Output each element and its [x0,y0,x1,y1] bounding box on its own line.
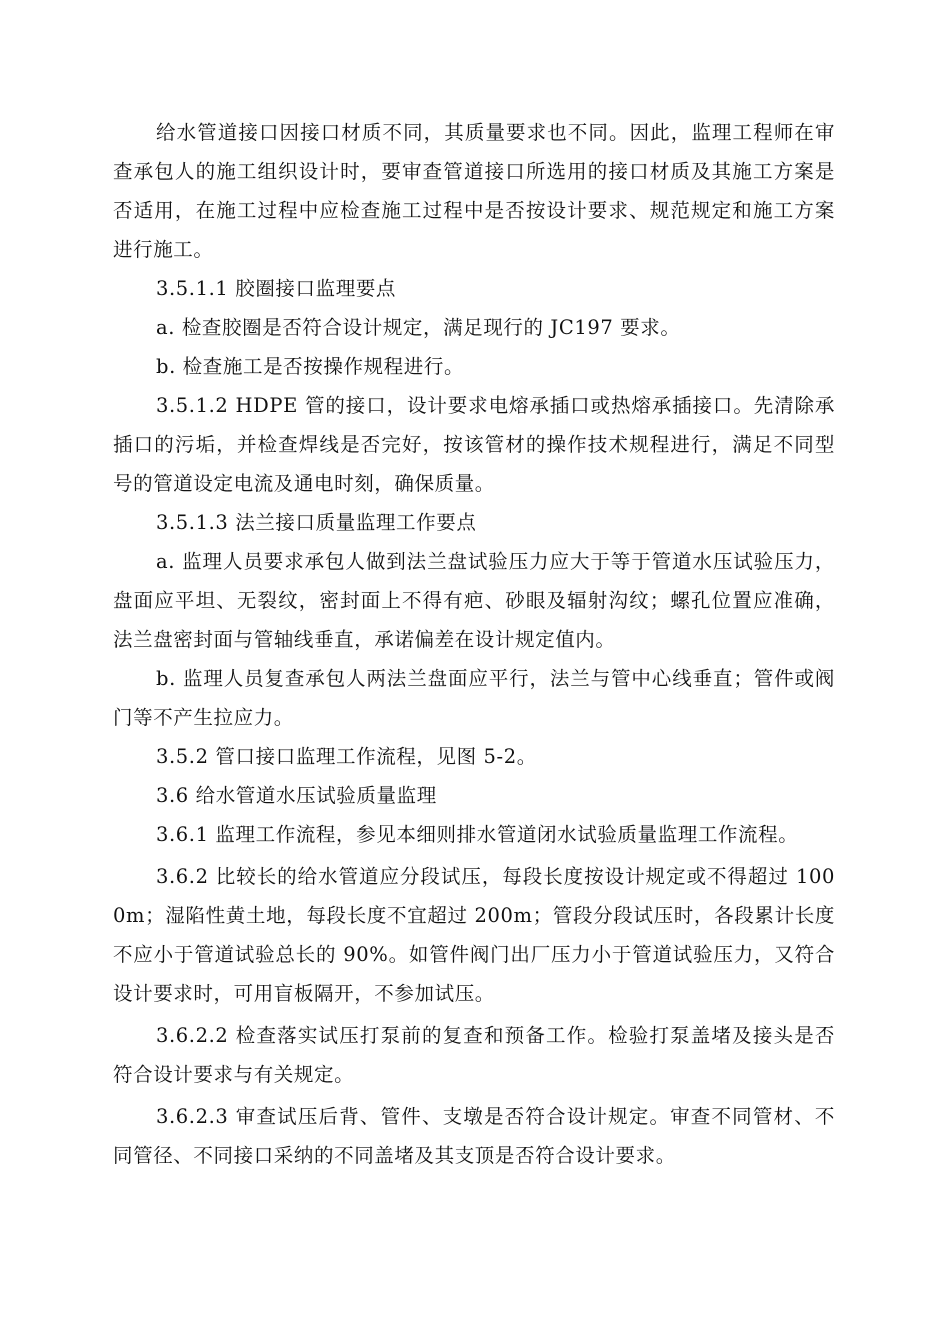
section-heading-3-5-1-3: 3.5.1.3 法兰接口质量监理工作要点 [156,511,477,534]
document-body [113,113,835,1175]
paragraph-3-6-1: 3.6.1 监理工作流程，参见本细则排水管道闭水试验质量监理工作流程。 [156,823,799,846]
section-heading-3-5-1-1: 3.5.1.1 胶圈接口监理要点 [156,277,397,300]
paragraph-3-6-2-2: 3.6.2.2 检查落实试压打泵前的复查和预备工作。检验打泵盖堵及接头是否符合设计要求与有关规定。 [113,1024,835,1086]
list-item-b-construction: b. 检查施工是否按操作规程进行。 [156,355,465,378]
paragraph-3-6-2: 3.6.2 比较长的给水管道应分段试压，每段长度按设计规定或不得超过 1000m；湿陷性黄土地，每段长度不宜超过 200m；管段分段试压时，各段累计长度不应小于管道试验总长的 90%。如管件阀门出厂压力小于管道试验压力，又符合设计要求时，可用盲板隔开，不参加试压。 [113,865,835,1005]
paragraph-intro: 给水管道接口因接口材质不同，其质量要求也不同。因此，监理工程师在审查承包人的施工组织设计时，要审查管道接口所选用的接口材质及其施工方案是否适用，在施工过程中应检查施工过程中是否按设计要求、规范规定和施工方案进行施工。 [113,121,835,261]
list-item-a-flange: a. 监理人员要求承包人做到法兰盘试验压力应大于等于管道水压试验压力，盘面应平坦、无裂纹，密封面上不得有疤、砂眼及辐射沟纹；螺孔位置应准确，法兰盘密封面与管轴线垂直，承诺偏差在设计规定值内。 [113,550,835,651]
list-item-a-rubber-ring: a. 检查胶圈是否符合设计规定，满足现行的 JC197 要求。 [156,316,681,339]
paragraph-3-5-1-2-hdpe: 3.5.1.2 HDPE 管的接口，设计要求电熔承插口或热熔承插接口。先清除承插口的污垢，并检查焊线是否完好，按该管材的操作技术规程进行，满足不同型号的管道设定电流及通电时刻，确保质量。 [113,394,835,495]
section-heading-3-5-2: 3.5.2 管口接口监理工作流程，见图 5-2。 [156,745,537,768]
paragraph-3-6-2-3: 3.6.2.3 审查试压后背、管件、支墩是否符合设计规定。审查不同管材、不同管径、不同接口采纳的不同盖堵及其支顶是否符合设计要求。 [113,1105,835,1167]
section-heading-3-6: 3.6 给水管道水压试验质量监理 [156,784,437,807]
list-item-b-flange: b. 监理人员复查承包人两法兰盘面应平行，法兰与管中心线垂直；管件或阀门等不产生拉应力。 [113,667,835,729]
